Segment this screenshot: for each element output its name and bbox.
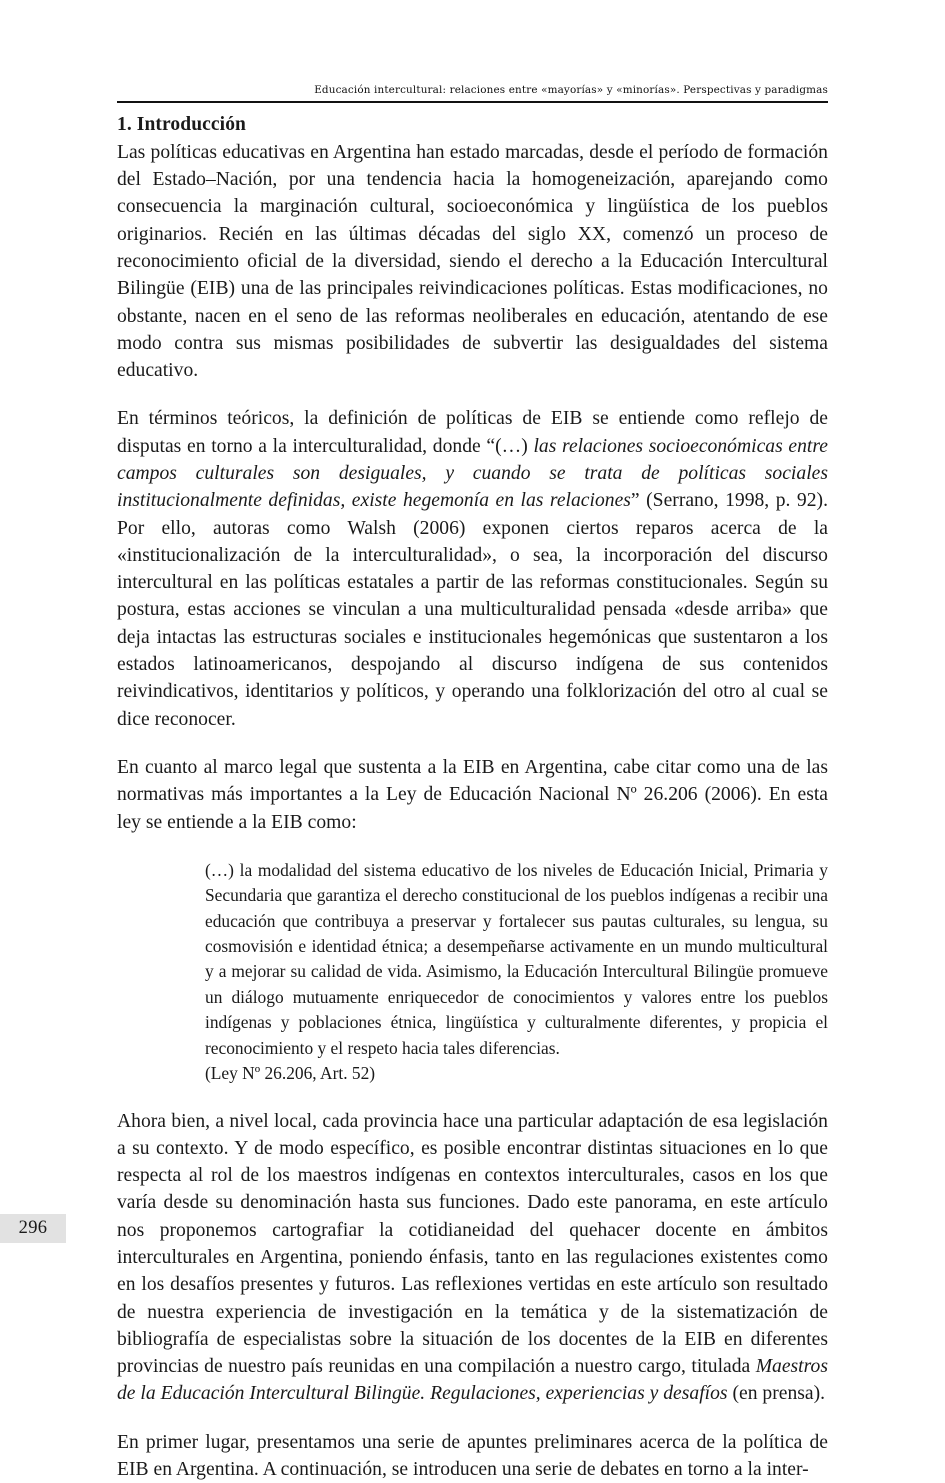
- block-quote: [205, 858, 828, 1087]
- page-number: 296: [18, 1218, 48, 1238]
- book-title-italic: Maestros de la Educación Intercultural Bilingüe. Regulaciones, experiencias y desafíos: [117, 1356, 828, 1405]
- block-quote-text: (…) la modalidad del sistema educativo de los niveles de Educación Inicial, Primaria y Secundaria que garantiza el derecho constitucional de los pueblos indígenas a recibir una educación que contribuya a preservar y fortalecer sus pautas culturales, su lengua, su cosmovisión e identidad étnica; a desempeñarse activamente en un mundo multicultural y a mejorar su calidad de vida. Asimismo, la Educación Intercultural Bilingüe promueve un diálogo mutuamente enriquecedor de conocimientos y valores entre los pueblos indígenas y poblaciones étnica, lingüística y culturalmente diferentes, y propicia el reconocimiento y el respeto hacia tales diferencias.: [205, 859, 828, 1058]
- paragraph-theory-tail: ” (Serrano, 1998, p. 92). Por ello, autoras como Walsh (2006) exponen ciertos reparos acerca de la «institucionalización de la interculturalidad», o sea, la incorporación del discurso intercultural en las políticas estatales a partir de las reformas constitucionales. Según su postura, estas acciones se vinculan a una multiculturalidad pensada «desde arriba» que deja intactas las estructuras sociales e institucionales hegemónicas que sustentaron a los estados latinoamericanos, despojando al discurso indígena de sus contenidos reivindicativos, identitarios y políticos, y operando una folklorización del otro al cual se dice reconocer.: [117, 490, 828, 730]
- header-rule: [117, 101, 828, 103]
- paragraph-introduction: Las políticas educativas en Argentina han estado marcadas, desde el período de formación del Estado–Nación, por una tendencia hacia la homogeneización, aparejando como consecuencia la marginación cultural, socioeconómica y lingüística de los pueblos originarios. Recién en las últimas décadas del siglo XX, comenzó un proceso de reconocimiento oficial de la diversidad, siendo el derecho a la Educación Intercultural Bilingüe (EIB) una de las principales reivindicaciones políticas. Estas modificaciones, no obstante, nacen en el seno de las reformas neoliberales en educación, atentando de ese modo contra sus mismas posibilidades de subvertir las desigualdades del sistema educativo.: [117, 141, 828, 382]
- paragraph-legal-framework: En cuanto al marco legal que sustenta a la EIB en Argentina, cabe citar como una de las normativas más importantes a la Ley de Educación Nacional Nº 26.206 (2006). En esta ley se entiende a la EIB como:: [117, 756, 828, 833]
- paragraph-theory: [117, 405, 828, 733]
- folio-box: [0, 1214, 66, 1243]
- text-column: [117, 112, 828, 1483]
- running-head: Educación intercultural: relaciones entre «mayorías» y «minorías». Perspectivas y paradigmas: [314, 84, 828, 96]
- quoted-definition-italic: las relaciones socioeconómicas entre campos culturales son desiguales, y cuando se trata de políticas sociales institucionalmente definidas, existe hegemonía en las relaciones: [117, 435, 828, 512]
- block-quote-source: (Ley Nº 26.206, Art. 52): [205, 1063, 376, 1084]
- paragraph-local-level: [117, 1108, 828, 1408]
- paragraph-outline: En primer lugar, presentamos una serie de apuntes preliminares acerca de la política de EIB en Argentina. A continuación, se introducen una serie de debates en torno a la inter-: [117, 1431, 828, 1481]
- section-title: 1. Introducción: [117, 114, 246, 135]
- paragraph-theory-lead: En términos teóricos, la definición de políticas de EIB se entiende como reflejo de disputas en torno a la interculturalidad, donde “(…): [117, 408, 828, 457]
- paragraph-local-level-lead: Ahora bien, a nivel local, cada provincia hace una particular adaptación de esa legislación a su contexto. Y de modo específico, es posible encontrar distintas situaciones en lo que respecta al rol de los maestros indígenas en contextos interculturales, casos en los que varía desde su denominación hasta sus funciones. Dado este panorama, en este artículo nos proponemos cartografiar la cotidianeidad del quehacer docente en ámbitos interculturales en Argentina, poniendo énfasis, tanto en las regulaciones existentes como en los desafíos presentes y futuros. Las reflexiones vertidas en este artículo son resultado de nuestra experiencia de investigación en la temática y de la sistematización de bibliografía de especialistas sobre la situación de los docentes de la EIB en diferentes provincias de nuestro país reunidas en una compilación a nuestro cargo, titulada: [117, 1110, 828, 1378]
- paragraph-local-level-tail: (en prensa).: [727, 1383, 826, 1405]
